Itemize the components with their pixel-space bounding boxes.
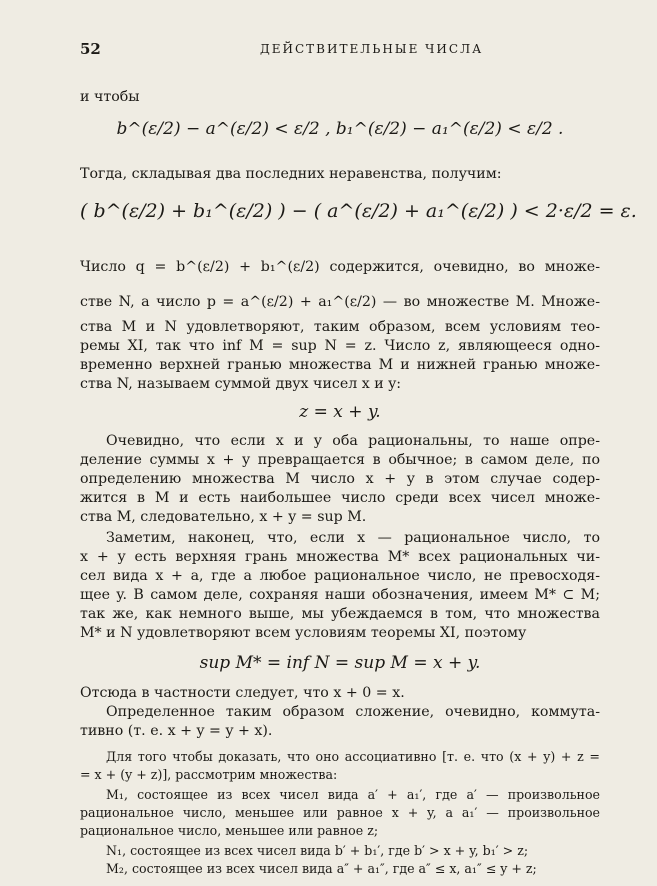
- small-text-line: Для того чтобы доказать, что оно ассоциативно [т. е. что (x + y) + z =: [106, 749, 600, 764]
- text-line: ремы XI, так что inf M = sup N = z. Число z, являющееся одно-: [80, 338, 600, 354]
- text-line: определению множества M число x + y в этом случае содер-: [80, 471, 600, 487]
- equation: b^(ε/2) − a^(ε/2) < ε/2 , b₁^(ε/2) − a₁^(ε/2) < ε/2 .: [116, 119, 564, 139]
- small-text-line: M₁, состоящее из всех чисел вида a′ + a₁′, где a′ — произвольное: [106, 787, 600, 802]
- text-line: ства M, следовательно, x + y = sup M.: [80, 509, 367, 525]
- small-text-line: M₂, состоящее из всех чисел вида a″ + a₁″, где a″ ≤ x, a₁″ ≤ y + z;: [106, 861, 537, 876]
- equation: sup M* = inf N = sup M = x + y.: [199, 653, 481, 673]
- text-line: тивно (т. е. x + y = y + x).: [80, 723, 273, 739]
- text-line: x + y есть верхняя грань множества M* всех рациональных чи-: [80, 549, 600, 565]
- text-line: Число q = b^(ε/2) + b₁^(ε/2) содержится, очевидно, во множе-: [80, 259, 600, 275]
- text-line: Отсюда в частности следует, что x + 0 = x.: [80, 685, 405, 701]
- page-header: [80, 40, 600, 62]
- text-line: сел вида x + a, где a любое рациональное число, не превосходя-: [80, 568, 600, 584]
- text-line: стве N, а число p = a^(ε/2) + a₁^(ε/2) — во множестве M. Множе-: [80, 294, 600, 310]
- text-line: деление суммы x + y превращается в обычное; в самом деле, по: [80, 452, 600, 468]
- text-line: Определенное таким образом сложение, очевидно, коммута-: [106, 704, 600, 720]
- text-line: жится в M и есть наибольшее число среди всех чисел множе-: [80, 490, 600, 506]
- text-line: ства M и N удовлетворяют, таким образом, всем условиям тео-: [80, 319, 600, 335]
- small-text-line: N₁, состоящее из всех чисел вида b′ + b₁′, где b′ > x + y, b₁′ > z;: [106, 843, 529, 858]
- small-text-line: = x + (y + z)], рассмотрим множества:: [80, 767, 338, 782]
- small-text-line: рациональное число, меньшее или равное z;: [80, 823, 379, 838]
- text-line: Очевидно, что если x и y оба рациональны, то наше опре-: [106, 433, 600, 449]
- text-line: M* и N удовлетворяют всем условиям теоремы XI, поэтому: [80, 625, 527, 641]
- text-line: временно верхней гранью множества M и нижней гранью множе-: [80, 357, 600, 373]
- text-line: ства N, называем суммой двух чисел x и y:: [80, 376, 402, 392]
- equation: z = x + y.: [299, 402, 381, 422]
- running-title: ДЕЙСТВИТЕЛЬНЫЕ ЧИСЛА: [260, 42, 484, 56]
- text-line: Заметим, наконец, что, если x — рациональное число, то: [106, 530, 600, 546]
- text-line: Тогда, складывая два последних неравенства, получим:: [80, 166, 502, 182]
- text-line: так же, как немного выше, мы убеждаемся в том, что множества: [80, 606, 600, 622]
- text-line: и чтобы: [80, 89, 140, 105]
- page-number: 52: [80, 40, 101, 58]
- equation: ( b^(ε/2) + b₁^(ε/2) ) − ( a^(ε/2) + a₁^(ε/2) ) < 2·ε/2 = ε.: [80, 200, 637, 222]
- small-text-line: рациональное число, меньшее или равное x + y, а a₁′ — произвольное: [80, 805, 600, 820]
- text-line: щее y. В самом деле, сохраняя наши обозначения, имеем M* ⊂ M;: [80, 587, 600, 603]
